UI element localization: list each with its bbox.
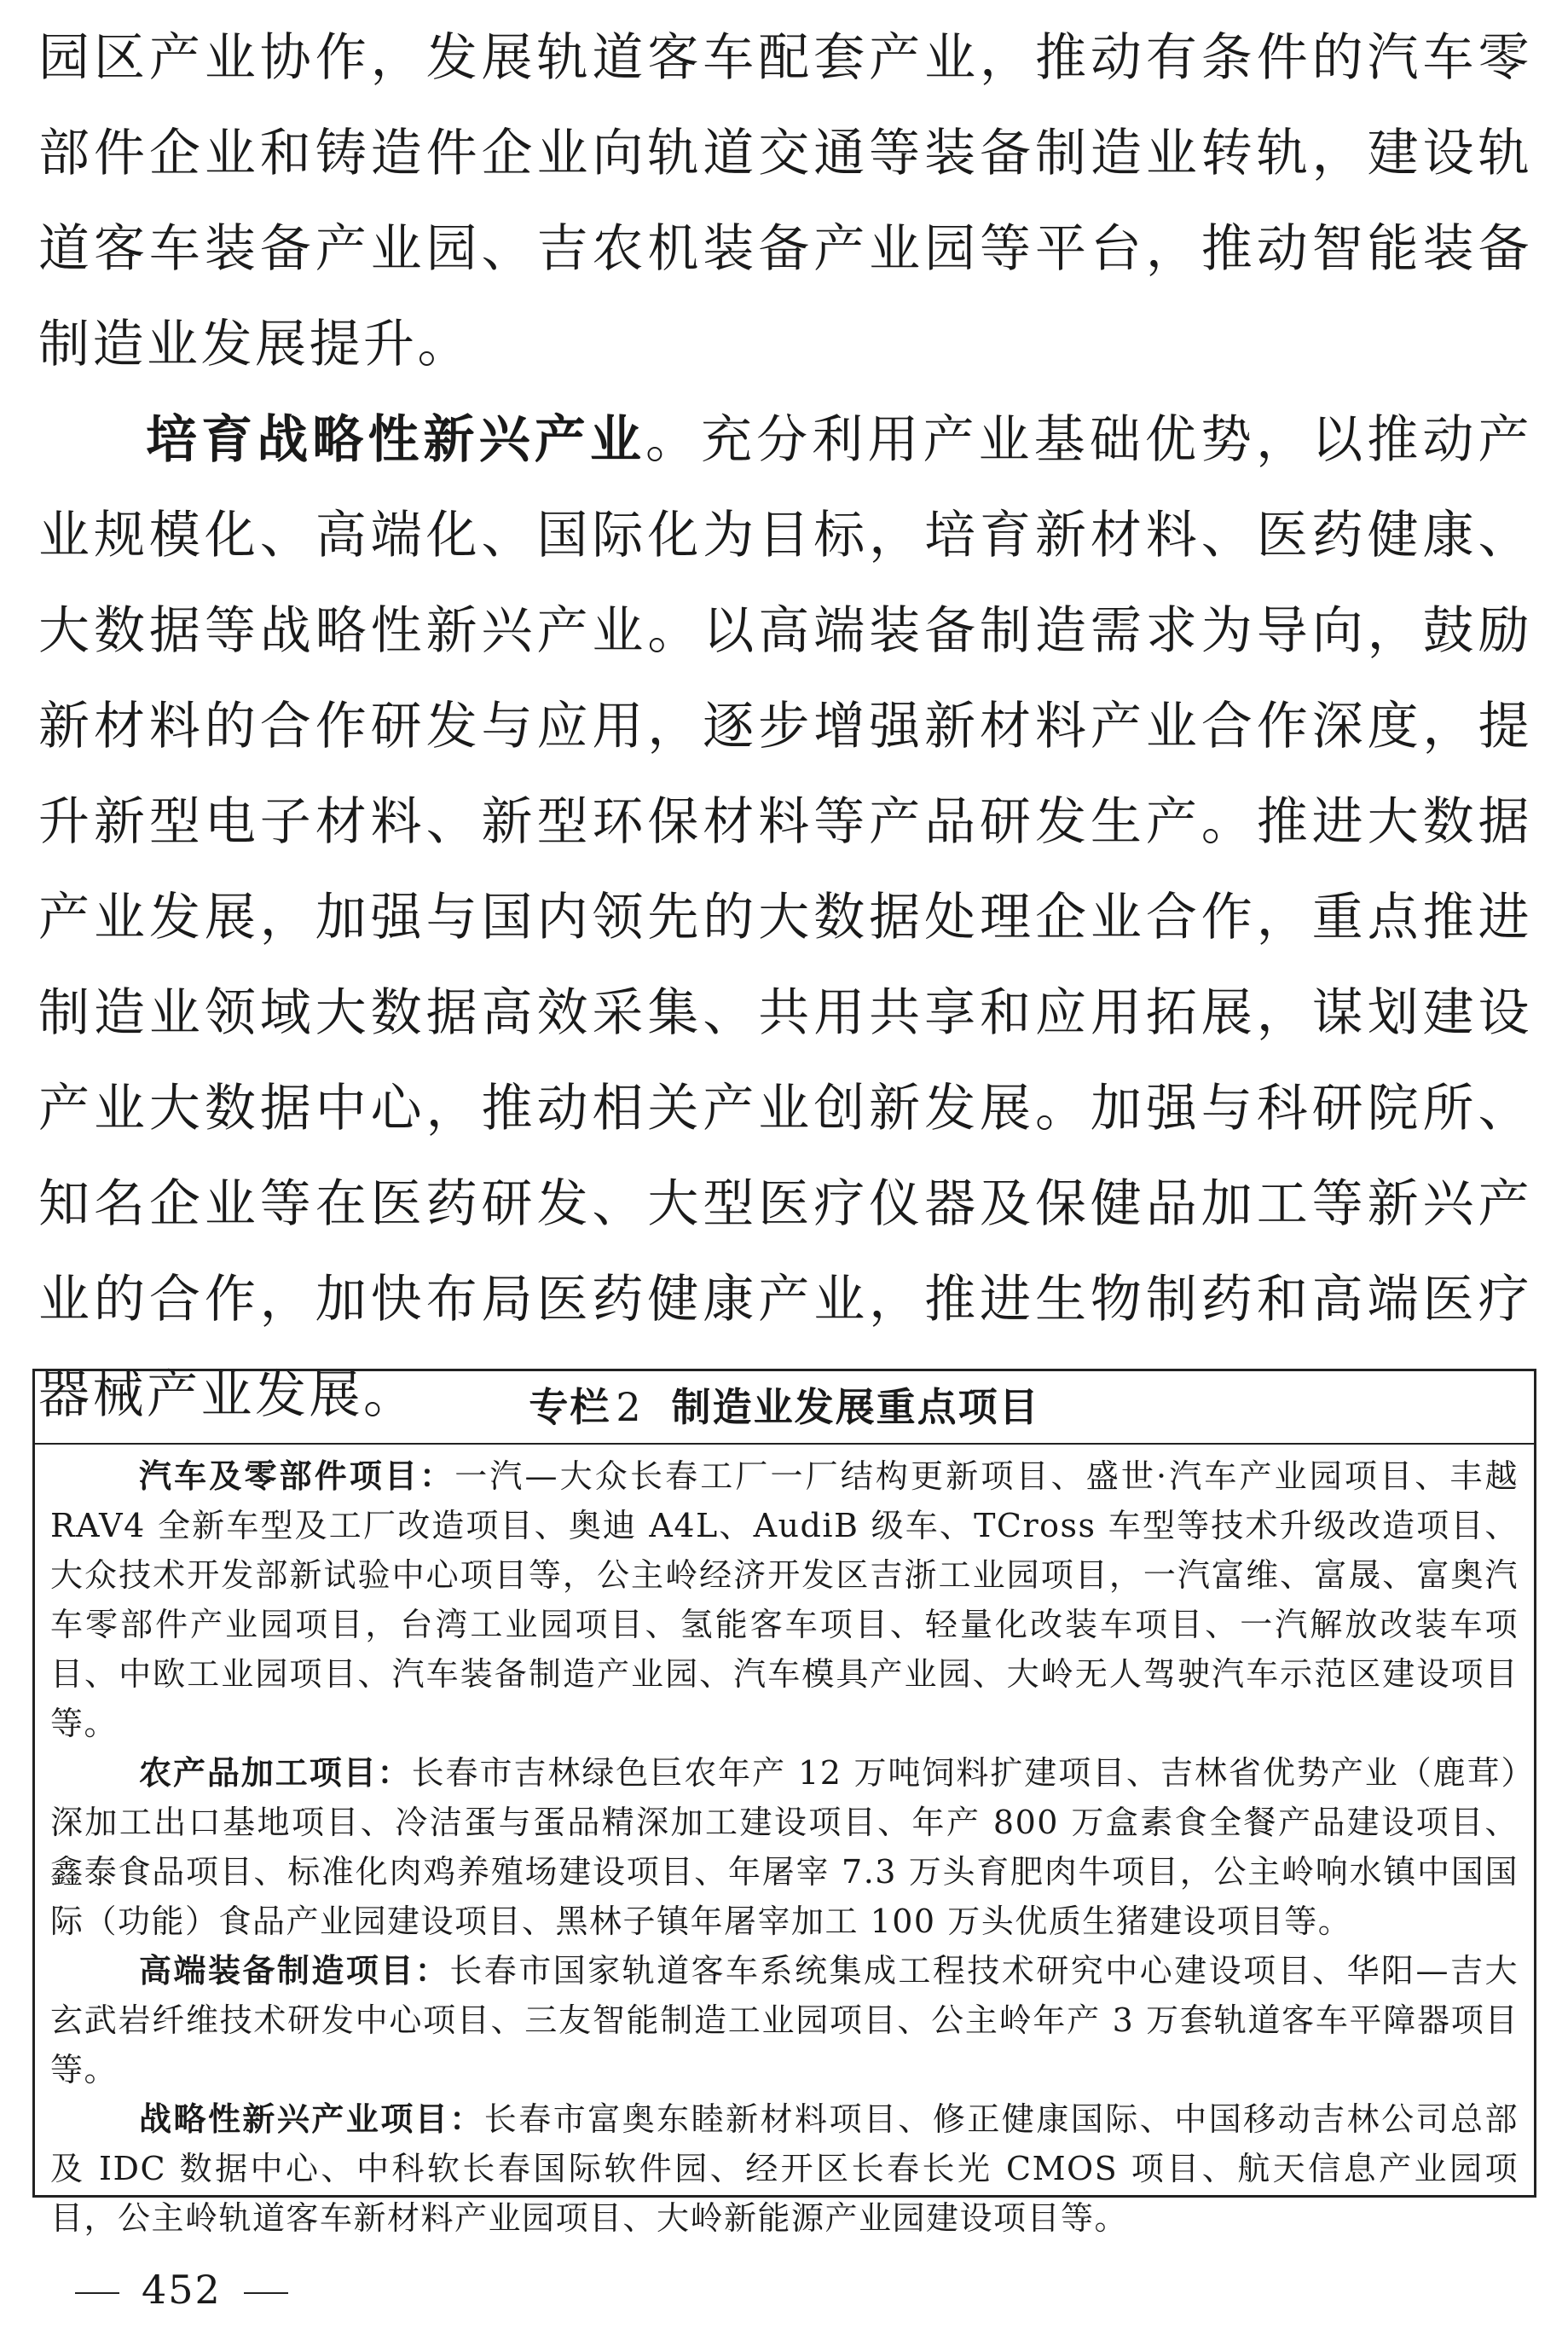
- paragraph-text: 。充分利用产业基础优势，以推动产业规模化、高端化、国际化为目标，培育新材料、医药健康、大数据等战略性新兴产业。以高端装备制造需求为导向，鼓励新材料的合作研发与应用，逐步增强新材料产业合作深度，提升新型电子材料、新型环保材料等产品研发生产。推进大数据产业发展，加强与国内领先的大数据处理企业合作，重点推进制造业领域大数据高效采集、共用共享和应用拓展，谋划建设产业大数据中心，推动相关产业创新发展。加强与科研院所、知名企业等在医药研发、大型医疗仪器及保健品加工等新兴产业的合作，加快布局医药健康产业，推进生物制药和高端医疗器械产业发展。: [38, 410, 1532, 1425]
- project-item-text: 一汽—大众长春工厂一厂结构更新项目、盛世·汽车产业园项目、丰越 RAV4 全新车型及工厂改造项目、奥迪 A4L、AudiB 级车、TCross 车型等技术升级改造项目、大众技术开发部新试验中心项目等，公主岭经济开发区吉浙工业园项目，一汽富维、富晟、富奥汽车零部件产业园项目，台湾工业园项目、氢能客车项目、轻量化改装车项目、一汽解放改装车项目、中欧工业园项目、汽车装备制造产业园、汽车模具产业园、大岭无人驾驶汽车示范区建设项目等。: [50, 1457, 1519, 1742]
- project-item-heading: 高端装备制造项目：: [139, 1952, 450, 1990]
- footer-dash-left: [75, 2292, 119, 2294]
- project-item-high-end-equipment: [50, 1946, 1519, 2094]
- body-paragraph-1: [38, 10, 1532, 392]
- paragraph-lead-heading: 培育战略性新兴产业: [146, 410, 645, 470]
- project-item-agri-processing: [50, 1748, 1519, 1946]
- box-title-prefix: 专栏: [529, 1384, 611, 1430]
- footer-dash-right: [244, 2292, 288, 2294]
- project-item-heading: 战略性新兴产业项目：: [139, 2100, 484, 2138]
- body-paragraph-2: [38, 392, 1532, 1443]
- feature-column-box: [32, 1369, 1536, 2237]
- project-item-automotive: [50, 1451, 1519, 1748]
- project-item-text: 长春市吉林绿色巨农年产 12 万吨饲料扩建项目、吉林省优势产业（鹿茸）深加工出口基地项目、冷洁蛋与蛋品精深加工建设项目、年产 800 万盒素食全餐产品建设项目、鑫泰食品项目、标准化肉鸡养殖场建设项目、年屠宰 7.3 万头育肥肉牛项目，公主岭响水镇中国国际（功能）食品产业园建设项目、黑林子镇年屠宰加工 100 万头优质生猪建设项目等。: [50, 1754, 1519, 1940]
- project-item-heading: 农产品加工项目：: [139, 1754, 412, 1792]
- project-item-strategic-emerging: [50, 2094, 1519, 2243]
- project-item-text: 长春市国家轨道客车系统集成工程技术研究中心建设项目、华阳—吉大玄武岩纤维技术研发中心项目、三友智能制造工业园项目、公主岭年产 3 万套轨道客车平障器项目等。: [50, 1952, 1519, 2088]
- project-item-text: 长春市富奥东睦新材料项目、修正健康国际、中国移动吉林公司总部及 IDC 数据中心、中科软长春国际软件园、经开区长春长光 CMOS 项目、航天信息产业园项目，公主岭轨道客车新材料产业园项目、大岭新能源产业园建设项目等。: [50, 2100, 1519, 2237]
- box-body: [35, 1445, 1534, 2243]
- box-title: [35, 1371, 1534, 1445]
- box-title-text: 制造业发展重点项目: [671, 1384, 1040, 1430]
- project-item-heading: 汽车及零部件项目：: [139, 1457, 455, 1495]
- page-number: 452: [142, 2267, 222, 2313]
- box-title-number: 2: [616, 1384, 643, 1430]
- paragraph-text: 园区产业协作，发展轨道客车配套产业，推动有条件的汽车零部件企业和铸造件企业向轨道交通等装备制造业转轨，建设轨道客车装备产业园、吉农机装备产业园等平台，推动智能装备制造业发展提升。: [38, 28, 1532, 374]
- page-footer: [53, 2267, 310, 2313]
